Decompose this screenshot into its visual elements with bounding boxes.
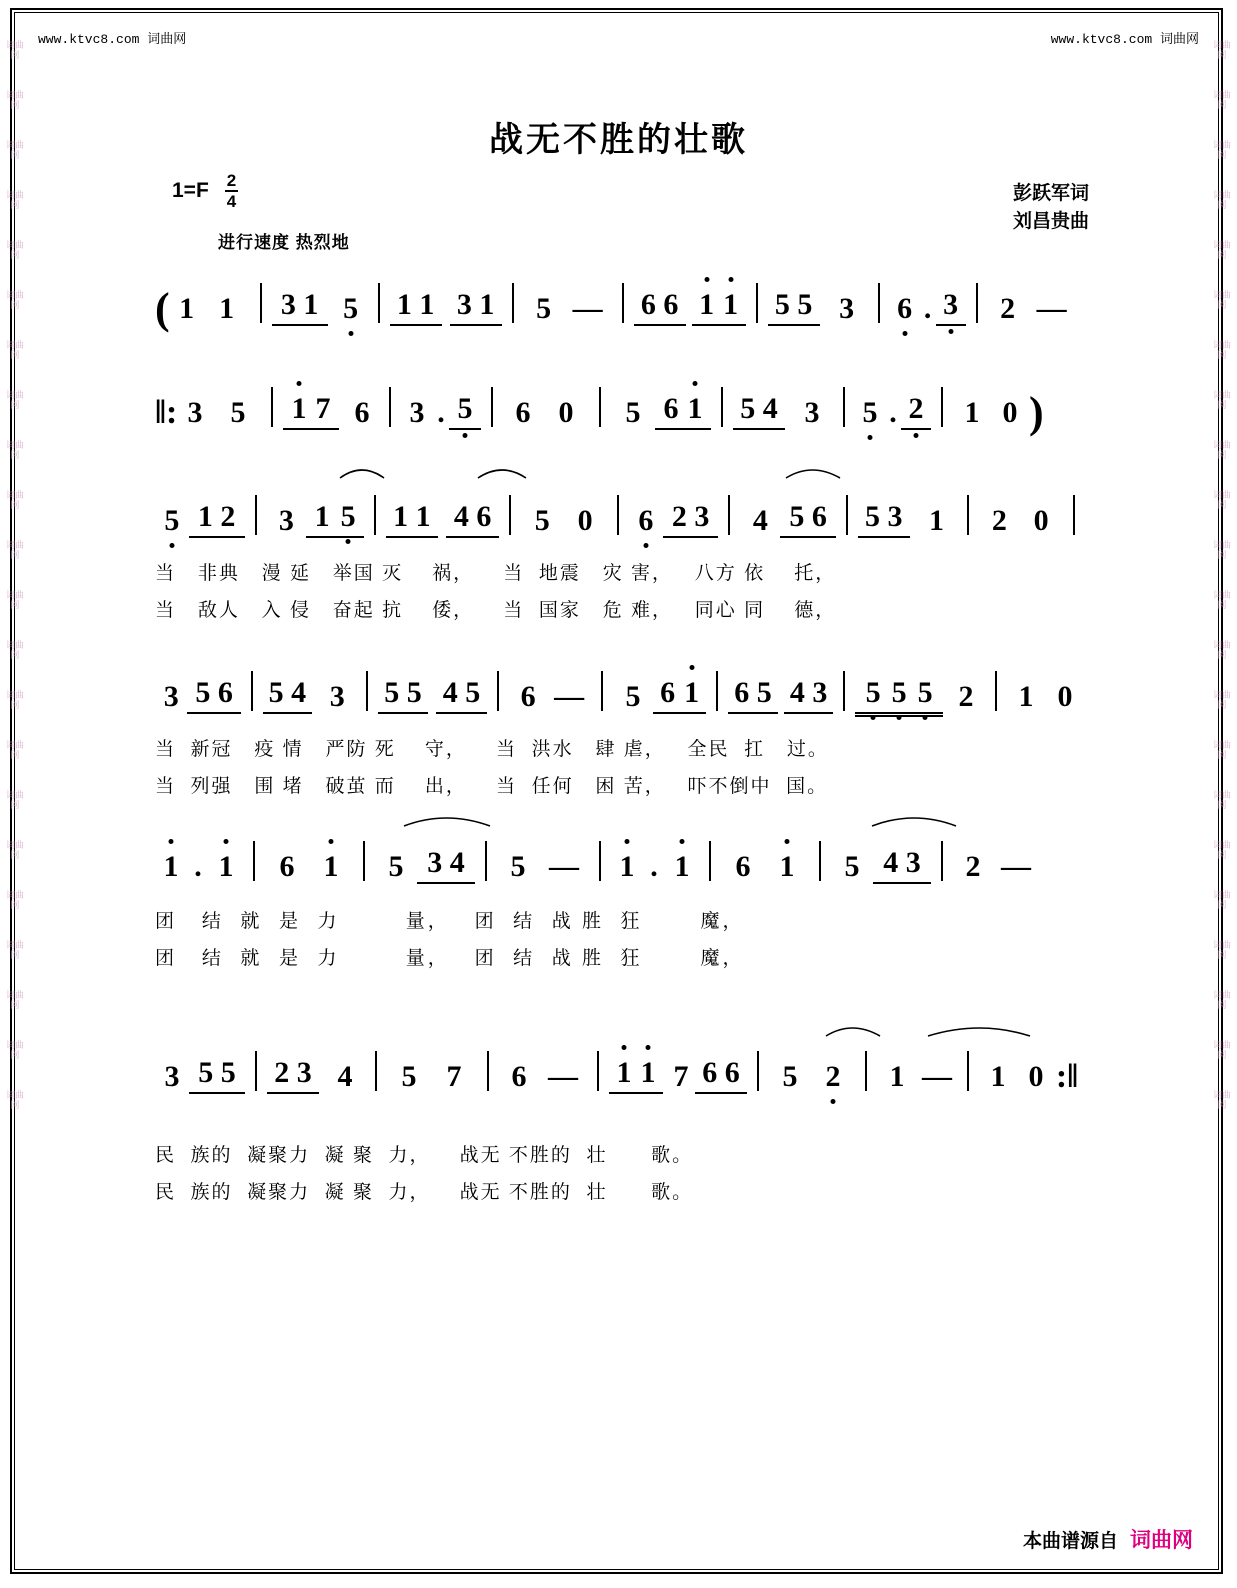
note-group: 4 6	[446, 500, 500, 538]
note: 5	[625, 680, 641, 713]
note: 6	[520, 680, 536, 713]
note: 1	[209, 850, 243, 884]
barline	[865, 1051, 867, 1091]
note: 3	[409, 396, 425, 429]
site-url-right-text: www.ktvc8.com	[1050, 32, 1153, 47]
note: 5	[510, 850, 526, 883]
note: 1	[179, 292, 195, 325]
music-system-3	[155, 484, 1085, 622]
note: 1	[719, 288, 743, 322]
repeat-open-paren: (	[155, 284, 170, 333]
barline	[251, 671, 253, 711]
note-group	[283, 392, 339, 430]
augmentation-dot: .	[194, 850, 202, 883]
dash: —	[548, 1060, 578, 1093]
watermark-text: 词曲网	[1212, 1090, 1231, 1110]
note: 6	[279, 850, 295, 883]
footer-text: 本曲谱源自	[1022, 1531, 1118, 1552]
music-system-4	[155, 660, 1085, 798]
note-group: 1 2	[189, 500, 245, 538]
note-group: 1 1	[386, 500, 438, 538]
note: 2	[901, 392, 931, 430]
note: 2	[958, 680, 974, 713]
note-group: 2 3	[267, 1056, 319, 1094]
watermark-text: 词曲网	[5, 790, 24, 810]
note: 1	[695, 288, 719, 322]
watermark-text: 词曲网	[1212, 190, 1231, 210]
note-group	[306, 500, 364, 538]
barline	[622, 283, 624, 323]
key-signature: 1=F	[172, 179, 209, 202]
note: 5	[912, 676, 938, 710]
note: 6	[890, 292, 920, 326]
watermark-text: 词曲网	[5, 290, 24, 310]
barline	[485, 841, 487, 881]
barline	[709, 841, 711, 881]
barline	[721, 387, 723, 427]
watermark-text: 词曲网	[1212, 240, 1231, 260]
note: 3	[278, 504, 294, 537]
note-group: 5 6	[187, 676, 240, 714]
note-group: 4 3	[784, 676, 834, 714]
rest: 0	[577, 504, 593, 537]
watermark-text: 词曲网	[5, 840, 24, 860]
barline	[597, 1051, 599, 1091]
barline	[995, 671, 997, 711]
note: 4	[337, 1060, 353, 1093]
tempo-marking: 进行速度 热烈地	[218, 233, 350, 252]
note: 5	[449, 392, 481, 430]
note-group: 1 1	[390, 288, 442, 326]
note: 3	[839, 292, 855, 325]
note: 5	[536, 292, 552, 325]
watermark-text: 词曲网	[5, 90, 24, 110]
watermark-text: 词曲网	[1212, 390, 1231, 410]
notation-row-4	[155, 660, 1085, 714]
note: 3	[936, 288, 966, 326]
note: 2	[811, 1060, 855, 1094]
lyric-line: 民 族的 凝聚力 凝 聚 力， 战无 不胜的 壮 歌。	[155, 1145, 694, 1166]
watermark-text: 词曲网	[1212, 740, 1231, 760]
barline	[363, 841, 365, 881]
composer-credit: 刘昌贵曲	[1012, 211, 1089, 232]
note-group-16th	[855, 676, 943, 714]
note: 1	[612, 1056, 636, 1090]
barline	[843, 387, 845, 427]
note: 6	[354, 396, 370, 429]
page-title: 战无不胜的壮歌	[489, 121, 748, 159]
lyric-line: 团 结 就 是 力 量， 团 结 战 胜 狂 魔，	[155, 911, 745, 932]
repeat-sign-start: ‖:	[155, 394, 178, 431]
note: 6	[660, 676, 676, 709]
note-group-high	[692, 288, 746, 326]
note: 5	[334, 292, 368, 326]
site-url-left-text: www.ktvc8.com	[38, 32, 140, 47]
watermark-text: 词曲网	[1212, 840, 1231, 860]
rest: 0	[1028, 1060, 1044, 1093]
watermark-text: 词曲网	[5, 40, 24, 60]
note: 1	[309, 850, 353, 884]
dash: —	[922, 1060, 952, 1093]
note: 6	[515, 396, 531, 429]
time-signature-denominator: 4	[226, 192, 237, 211]
augmentation-dot: .	[923, 292, 932, 325]
note: 1	[680, 676, 704, 710]
lyric-line: 当 列强 围 堵 破茧 而 出， 当 任何 困 苦， 吓不倒中 国。	[155, 776, 829, 797]
lyricist-credit: 彭跃军词	[1012, 183, 1089, 204]
note: 1	[683, 392, 707, 426]
note: 3	[187, 396, 203, 429]
watermark-text: 词曲网	[5, 940, 24, 960]
note: 6	[511, 1060, 527, 1093]
note: 3	[163, 680, 179, 713]
lyric-line: 当 敌人 入 侵 奋起 抗 倭， 当 国家 危 难， 同心 同 德，	[155, 600, 837, 621]
watermark-text: 词曲网	[1212, 890, 1231, 910]
watermark-text: 词曲网	[1212, 540, 1231, 560]
lyric-line: 民 族的 凝聚力 凝 聚 力， 战无 不胜的 壮 歌。	[155, 1182, 694, 1203]
notation-row-1	[155, 272, 1085, 333]
note-group: 4 5	[436, 676, 487, 714]
watermark-text: 词曲网	[5, 340, 24, 360]
watermark-text: 词曲网	[5, 740, 24, 760]
augmentation-dot: .	[650, 850, 658, 883]
note: 4	[752, 504, 768, 537]
note-group: 3 4	[417, 846, 475, 884]
watermark-text: 词曲网	[1212, 990, 1231, 1010]
note: 7	[315, 392, 331, 425]
watermark-text: 词曲网	[1212, 90, 1231, 110]
augmentation-dot: .	[437, 396, 445, 429]
rest: 0	[1002, 396, 1018, 429]
note: 1	[636, 1056, 660, 1090]
barline	[599, 841, 601, 881]
barline	[255, 495, 257, 535]
note: 1	[155, 850, 187, 884]
barline	[878, 283, 880, 323]
rest: 0	[1033, 504, 1049, 537]
barline	[366, 671, 368, 711]
dash: —	[1036, 292, 1067, 325]
watermark-text: 词曲网	[1212, 40, 1231, 60]
watermark-text: 词曲网	[1212, 790, 1231, 810]
barline	[255, 1051, 257, 1091]
watermark-text: 词曲网	[1212, 640, 1231, 660]
music-system-2	[155, 376, 1085, 437]
barline	[374, 495, 376, 535]
rest: 0	[1057, 680, 1073, 713]
watermark-text: 词曲网	[5, 1040, 24, 1060]
note-group	[609, 1056, 663, 1094]
repeat-sign-end: :‖	[1055, 1058, 1079, 1095]
note: 5	[625, 396, 641, 429]
footer-source	[1023, 1524, 1193, 1554]
music-system-1	[155, 272, 1085, 333]
lyric-line: 当 非典 漫 延 举国 灭 祸， 当 地震 灾 害， 八方 依 托，	[155, 563, 837, 584]
note: 6	[735, 850, 751, 883]
dash: —	[1001, 850, 1031, 883]
barline	[497, 671, 499, 711]
lyric-line: 团 结 就 是 力 量， 团 结 战 胜 狂 魔，	[155, 948, 745, 969]
note: 1	[929, 504, 945, 537]
note-group: 6 6	[634, 288, 686, 326]
note: 6	[629, 504, 663, 538]
watermark-text: 词曲网	[5, 690, 24, 710]
watermark-text: 词曲网	[5, 990, 24, 1010]
note: 5	[855, 396, 885, 430]
note: 5	[534, 504, 550, 537]
note-group: 5 4	[733, 392, 785, 430]
note: 5	[401, 1060, 417, 1093]
rest: 0	[558, 396, 574, 429]
note: 1	[964, 396, 980, 429]
note: 3	[804, 396, 820, 429]
note: 1	[219, 292, 235, 325]
note: 1	[765, 850, 809, 884]
site-url-right	[1051, 28, 1199, 47]
barline	[976, 283, 978, 323]
barline	[487, 1051, 489, 1091]
note: 1	[889, 1060, 905, 1093]
note: 1	[1018, 680, 1034, 713]
notation-row-3	[155, 484, 1085, 538]
watermark-text: 词曲网	[5, 540, 24, 560]
barline	[728, 495, 730, 535]
watermark-text: 词曲网	[5, 190, 24, 210]
note: 7	[673, 1060, 689, 1093]
note: 1	[990, 1060, 1006, 1093]
note: 5	[155, 504, 189, 538]
barline	[601, 671, 603, 711]
watermark-text: 词曲网	[1212, 440, 1231, 460]
note: 5	[844, 850, 860, 883]
dash: —	[554, 680, 585, 713]
watermark-text: 词曲网	[5, 490, 24, 510]
barline	[509, 495, 511, 535]
site-url-left	[38, 28, 186, 47]
barline	[967, 1051, 969, 1091]
note: 5	[860, 676, 886, 710]
watermark-text: 词曲网	[1212, 340, 1231, 360]
note: 1	[665, 850, 699, 884]
watermark-text: 词曲网	[5, 440, 24, 460]
watermark-text: 词曲网	[5, 390, 24, 410]
note: 5	[782, 1060, 798, 1093]
music-system-5	[155, 830, 1085, 970]
barline	[819, 841, 821, 881]
barline	[941, 387, 943, 427]
dash: —	[572, 292, 603, 325]
watermark-text: 词曲网	[5, 590, 24, 610]
note-group: 4 3	[873, 846, 931, 884]
notation-row-2	[155, 376, 1085, 437]
note: 1	[611, 850, 643, 884]
watermark-text: 词曲网	[1212, 690, 1231, 710]
note-group: 5 5	[768, 288, 820, 326]
note: 3	[329, 680, 345, 713]
notation-row-5	[155, 830, 1085, 884]
barline	[843, 671, 845, 711]
watermark-text: 词曲网	[5, 240, 24, 260]
barline	[260, 283, 262, 323]
note: 2	[1000, 292, 1016, 325]
time-signature-numerator: 2	[226, 171, 237, 190]
note: 1	[314, 500, 330, 533]
note: 2	[991, 504, 1007, 537]
watermark-text: 词曲网	[5, 890, 24, 910]
watermark-text: 词曲网	[1212, 590, 1231, 610]
barline	[512, 283, 514, 323]
dash: —	[549, 850, 579, 883]
note-group	[655, 392, 711, 430]
note: 2	[965, 850, 981, 883]
note-group: 5 5	[189, 1056, 245, 1094]
barline	[941, 841, 943, 881]
barline	[846, 495, 848, 535]
barline	[967, 495, 969, 535]
note-group: 6 6	[695, 1056, 747, 1094]
time-signature	[225, 172, 238, 210]
note-group: 5 5	[378, 676, 428, 714]
barline	[716, 671, 718, 711]
notation-row-6	[155, 1040, 1085, 1094]
watermark-text: 词曲网	[1212, 140, 1231, 160]
watermark-text: 词曲网	[5, 1090, 24, 1110]
note: 1	[287, 392, 311, 426]
note: 3	[164, 1060, 180, 1093]
note-group: 3 1	[272, 288, 328, 326]
note: 6	[663, 392, 679, 425]
watermark-text: 词曲网	[1212, 1040, 1231, 1060]
site-name-left: 词曲网	[147, 31, 187, 46]
note-group: 5 4	[263, 676, 313, 714]
note-group: 3 1	[450, 288, 502, 326]
note-group: 5 3	[858, 500, 910, 538]
barline	[617, 495, 619, 535]
music-system-6	[155, 1040, 1085, 1204]
barline	[253, 841, 255, 881]
watermark-text: 词曲网	[1212, 940, 1231, 960]
watermark-text: 词曲网	[5, 640, 24, 660]
intro-close-paren: )	[1029, 388, 1044, 437]
augmentation-dot: .	[889, 396, 897, 429]
watermark-text: 词曲网	[1212, 290, 1231, 310]
note: 5	[886, 676, 912, 710]
barline	[491, 387, 493, 427]
site-name-right: 词曲网	[1159, 31, 1199, 46]
note-group: 6 5	[728, 676, 778, 714]
key-signature-block	[172, 172, 238, 210]
barline	[271, 387, 273, 427]
watermark-text: 词曲网	[5, 140, 24, 160]
barline	[599, 387, 601, 427]
note-group: 2 3	[663, 500, 719, 538]
footer-brand[interactable]: 词曲网	[1130, 1529, 1193, 1552]
barline	[1073, 495, 1075, 535]
note: 5	[388, 850, 404, 883]
note: 5	[230, 396, 246, 429]
lyric-line: 当 新冠 疫 情 严防 死 守， 当 洪水 肆 虐， 全民 扛 过。	[155, 739, 829, 760]
barline	[389, 387, 391, 427]
credits-block	[1013, 180, 1089, 236]
note: 7	[446, 1060, 462, 1093]
barline	[756, 283, 758, 323]
barline	[375, 1051, 377, 1091]
barline	[757, 1051, 759, 1091]
barline	[378, 283, 380, 323]
watermark-text: 词曲网	[1212, 490, 1231, 510]
note-group: 5 6	[780, 500, 836, 538]
note-group	[653, 676, 706, 714]
note: 5	[335, 500, 361, 534]
